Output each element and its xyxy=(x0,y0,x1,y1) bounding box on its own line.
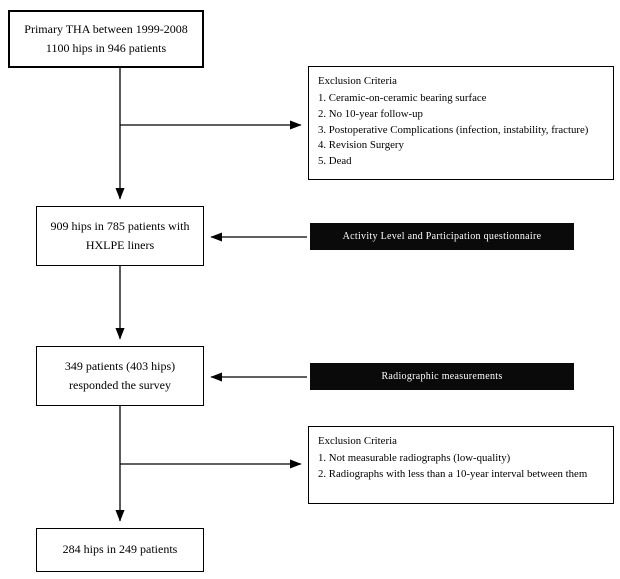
exclusion1-item-5: 5. Dead xyxy=(318,155,352,168)
box-exclusion-criteria-1 xyxy=(308,66,614,180)
survey-line1: 349 patients (403 hips) xyxy=(64,358,176,373)
exclusion1-item-2: 2. No 10-year follow-up xyxy=(318,107,423,120)
final-cohort-label: 284 hips in 249 patients xyxy=(62,542,178,557)
exclusion2-item-1: 1. Not measurable radiographs (low-quality) xyxy=(318,451,511,464)
box-activity-questionnaire xyxy=(310,223,574,250)
radiographic-measurements-label: Radiographic measurements xyxy=(381,371,503,382)
exclusion1-item-1: 1. Ceramic-on-ceramic bearing surface xyxy=(318,91,487,104)
box-primary-tha xyxy=(8,10,204,68)
exclusion1-item-4: 4. Revision Surgery xyxy=(318,139,404,152)
box-final-cohort xyxy=(36,528,204,572)
exclusion1-item-3: 3. Postoperative Complications (infection, instability, fracture) xyxy=(318,123,589,136)
exclusion2-item-2: 2. Radiographs with less than a 10-year interval between them xyxy=(318,467,588,480)
survey-line2: responded the survey xyxy=(69,378,171,392)
hxlpe-line2: HXLPE liners xyxy=(85,238,155,252)
hxlpe-line1: 909 hips in 785 patients with xyxy=(50,218,190,233)
exclusion2-title: Exclusion Criteria xyxy=(318,435,397,447)
box-exclusion-criteria-2 xyxy=(308,426,614,504)
primary-tha-line1: Primary THA between 1999-2008 xyxy=(24,21,188,36)
activity-questionnaire-label: Activity Level and Participation questionnaire xyxy=(342,231,542,242)
box-survey-responders xyxy=(36,346,204,406)
primary-tha-line2: 1100 hips in 946 patients xyxy=(45,41,167,55)
exclusion1-title: Exclusion Criteria xyxy=(318,75,397,87)
box-hxlpe-liners xyxy=(36,206,204,266)
box-radiographic-measurements xyxy=(310,363,574,390)
